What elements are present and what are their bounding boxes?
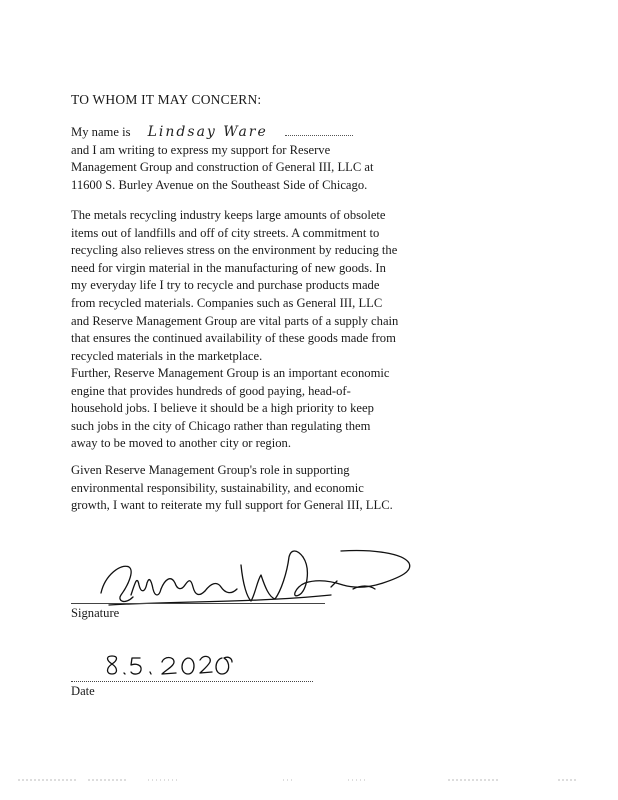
paragraph-line: household jobs. I believe it should be a high priority to keep [71,401,374,416]
paragraph-line: Given Reserve Management Group's role in supporting [71,463,350,477]
paragraph-line: my everyday life I try to recycle and purchase products made [71,278,380,293]
paragraph-line: environmental responsibility, sustainability, and economic [71,480,364,495]
name-prefix: My name is [71,125,131,139]
signature-area [71,535,431,625]
paragraph-line: growth, I want to reiterate my full support for General III, LLC. [71,498,393,513]
date-line [71,681,313,682]
salutation: TO WHOM IT MAY CONCERN: [71,92,262,107]
paragraph-closing [71,462,431,515]
intro-paragraph [71,124,431,194]
scan-artifact-dots [18,778,600,782]
paragraph-line: recycling also relieves stress on the environment by reducing the [71,243,398,258]
paragraph-jobs [71,365,431,453]
paragraph-line: that ensures the continued availability of these goods made from [71,331,396,346]
intro-line: Management Group and construction of General III, LLC at [71,160,374,175]
date-label: Date [71,684,95,698]
paragraph-line: engine that provides hundreds of good paying, head-of- [71,383,351,398]
paragraph-line: away to be moved to another city or region. [71,436,291,451]
name-line [71,124,431,142]
handwritten-name: Lindsay Ware [147,124,268,140]
intro-line: 11600 S. Burley Avenue on the Southeast Side of Chicago. [71,177,368,192]
paragraph-line: from recycled materials. Companies such as General III, LLC [71,295,383,310]
paragraph-line: The metals recycling industry keeps large amounts of obsolete [71,208,386,222]
signature-label: Signature [71,606,120,620]
paragraph-recycling [71,207,431,365]
paragraph-line: need for virgin material in the manufacturing of new goods. In [71,260,386,275]
name-fill-line [285,135,353,136]
handwritten-date [104,654,234,682]
paragraph-line: such jobs in the city of Chicago rather than regulating them [71,418,371,433]
paragraph-line: items out of landfills and off of city streets. A commitment to [71,225,380,240]
paragraph-line: recycled materials in the marketplace. [71,348,263,363]
intro-line: and I am writing to express my support for Reserve [71,142,331,157]
paragraph-line: Further, Reserve Management Group is an important economic [71,366,390,380]
paragraph-line: and Reserve Management Group are vital parts of a supply chain [71,313,399,328]
signature-line [71,603,325,604]
